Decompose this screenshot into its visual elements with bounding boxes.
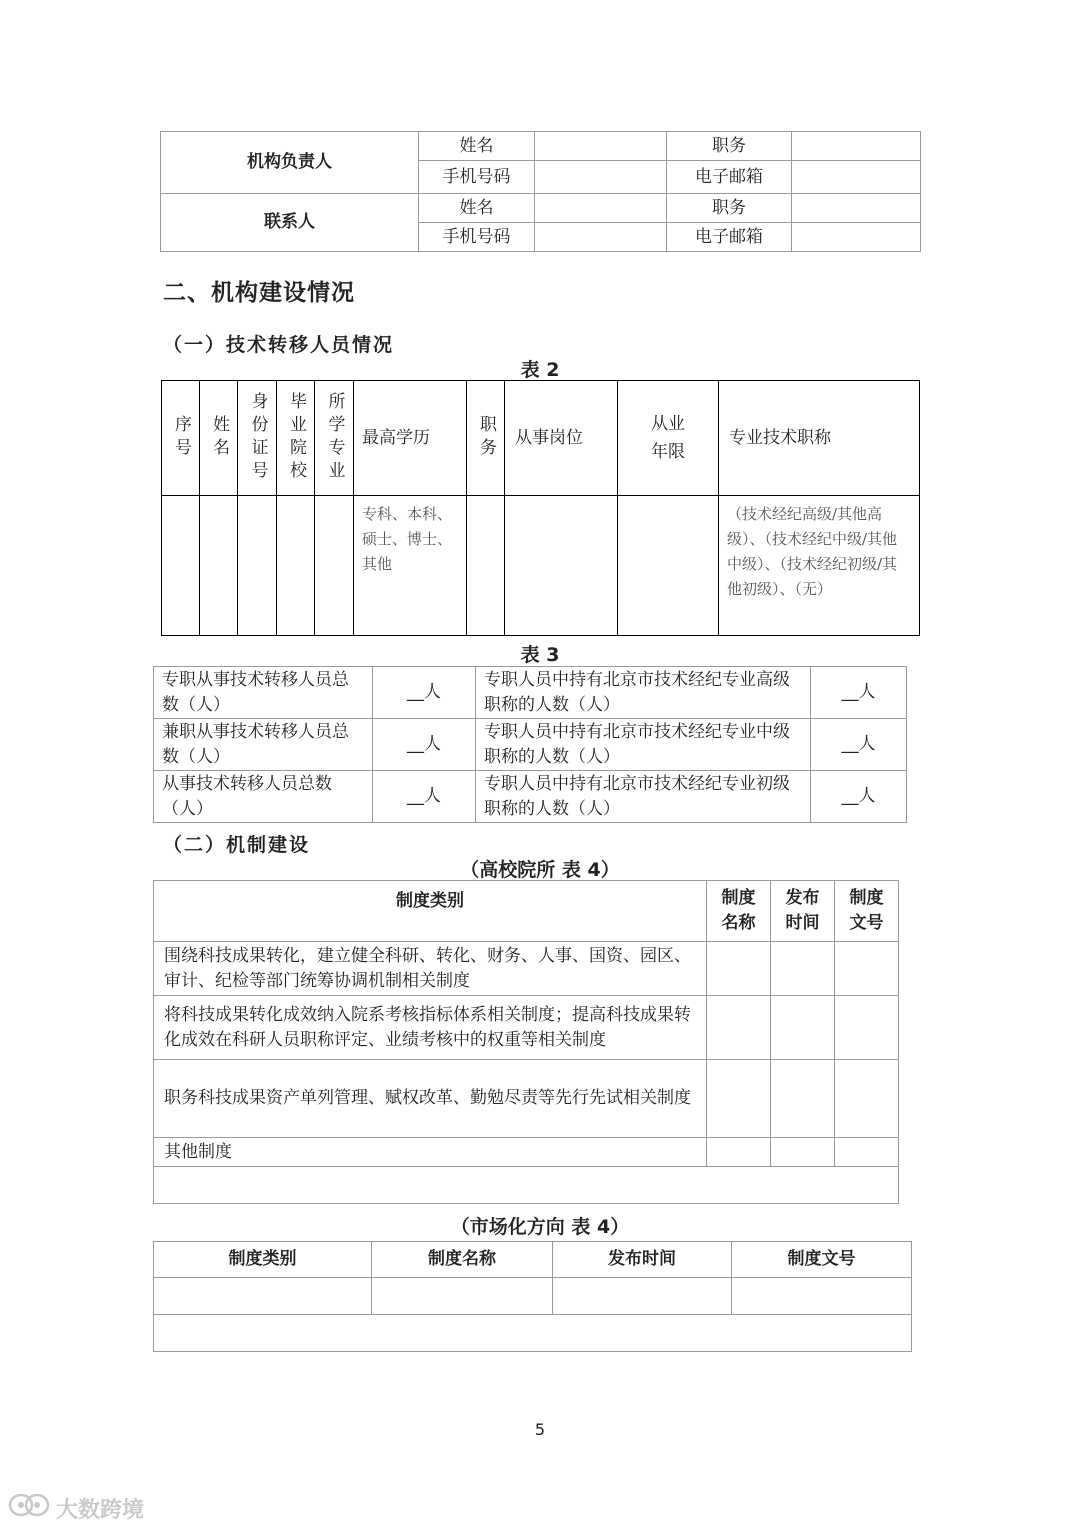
count-value[interactable]: __人 [811, 771, 907, 823]
header-cell: 制度名称 [372, 1242, 553, 1278]
field-label: 职务 [667, 132, 792, 161]
data-cell[interactable] [618, 496, 719, 636]
field-label: 职务 [667, 194, 792, 223]
contact-table [160, 131, 921, 252]
policy-category: 其他制度 [154, 1138, 707, 1167]
watermark-text: 大数跨境 [56, 1497, 145, 1523]
value-cell[interactable] [792, 132, 921, 161]
table-caption: 表 3 [520, 644, 560, 666]
value-cell[interactable] [535, 194, 667, 223]
count-value[interactable]: __人 [373, 719, 476, 771]
policy-category: 围绕科技成果转化，建立健全科研、转化、财务、人事、国资、园区、审计、纪检等部门统筹协调机制相关制度 [154, 942, 707, 996]
table-caption: （高校院所 表 4） [460, 859, 620, 881]
data-cell[interactable] [732, 1278, 912, 1315]
header-cell: 所学专业 [324, 392, 345, 484]
data-cell[interactable] [707, 942, 771, 996]
count-value[interactable]: __人 [373, 771, 476, 823]
header-cell: 制度文号 [732, 1242, 912, 1278]
value-cell[interactable] [535, 161, 667, 194]
header-cell: 序号 [171, 415, 191, 461]
data-cell[interactable] [505, 496, 618, 636]
count-label: 专职人员中持有北京市技术经纪专业初级职称的人数（人） [476, 771, 811, 823]
subsection-title: （一）技术转移人员情况 [163, 334, 395, 356]
university-policy-table [153, 880, 899, 1204]
data-cell[interactable] [154, 1278, 372, 1315]
header-cell: 职务 [476, 415, 496, 461]
table-caption: （市场化方向 表 4） [450, 1216, 630, 1238]
data-cell[interactable] [771, 1138, 835, 1167]
title-note: （技术经纪高级/其他高级）、（技术经纪中级/其他中级）、（技术经纪初级/其他初级）、（无） [719, 496, 920, 636]
header-cell: 制度类别 [154, 1242, 372, 1278]
page-number: 5 [534, 1420, 546, 1439]
policy-category: 将科技成果转化成效纳入院系考核指标体系相关制度；提高科技成果转化成效在科研人员职称评定、业绩考核中的权重等相关制度 [154, 996, 707, 1060]
count-value[interactable]: __人 [373, 667, 476, 719]
table-caption: 表 2 [520, 359, 560, 381]
value-cell[interactable] [792, 194, 921, 223]
data-cell[interactable] [835, 1138, 899, 1167]
data-cell[interactable] [277, 496, 315, 636]
data-cell[interactable] [707, 1060, 771, 1138]
subsection-title: （二）机制建设 [163, 834, 311, 856]
data-cell[interactable] [154, 1167, 899, 1204]
data-cell[interactable] [771, 942, 835, 996]
data-cell[interactable] [315, 496, 354, 636]
data-cell[interactable] [771, 1060, 835, 1138]
data-cell[interactable] [553, 1278, 732, 1315]
field-label: 手机号码 [419, 161, 535, 194]
count-label: 专职人员中持有北京市技术经纪专业中级职称的人数（人） [476, 719, 811, 771]
count-label: 专职人员中持有北京市技术经纪专业高级职称的人数（人） [476, 667, 811, 719]
field-label: 姓名 [419, 194, 535, 223]
data-cell[interactable] [835, 942, 899, 996]
header-cell: 从事岗位 [505, 381, 618, 496]
data-cell[interactable] [200, 496, 238, 636]
row-label: 机构负责人 [161, 132, 419, 194]
data-cell[interactable] [467, 496, 505, 636]
data-cell[interactable] [835, 996, 899, 1060]
value-cell[interactable] [792, 161, 921, 194]
count-label: 兼职从事技术转移人员总数（人） [154, 719, 373, 771]
row-label: 联系人 [161, 194, 419, 252]
header-cell: 制度文号 [835, 881, 899, 942]
field-label: 手机号码 [419, 223, 535, 252]
data-cell[interactable] [771, 996, 835, 1060]
count-value[interactable]: __人 [811, 667, 907, 719]
data-cell[interactable] [154, 1315, 912, 1352]
header-cell: 从业年限 [651, 414, 685, 462]
watermark-logo-icon [8, 1492, 50, 1524]
education-note: 专科、本科、硕士、博士、其他 [354, 496, 467, 636]
field-label: 电子邮箱 [667, 223, 792, 252]
header-cell: 姓名 [209, 415, 229, 461]
field-label: 电子邮箱 [667, 161, 792, 194]
value-cell[interactable] [535, 132, 667, 161]
data-cell[interactable] [835, 1060, 899, 1138]
policy-category: 职务科技成果资产单列管理、赋权改革、勤勉尽责等先行先试相关制度 [154, 1060, 707, 1138]
header-cell: 制度类别 [154, 881, 707, 942]
count-label: 从事技术转移人员总数（人） [154, 771, 373, 823]
count-label: 专职从事技术转移人员总数（人） [154, 667, 373, 719]
count-value[interactable]: __人 [811, 719, 907, 771]
header-cell: 专业技术职称 [719, 381, 920, 496]
value-cell[interactable] [792, 223, 921, 252]
data-cell[interactable] [707, 996, 771, 1060]
staff-table [161, 380, 920, 636]
header-cell: 发布时间 [771, 881, 835, 942]
data-cell[interactable] [238, 496, 277, 636]
data-cell[interactable] [372, 1278, 553, 1315]
field-label: 姓名 [419, 132, 535, 161]
header-cell: 制度名称 [707, 881, 771, 942]
header-cell: 身份证号 [247, 392, 268, 484]
staff-count-table [153, 666, 907, 823]
data-cell[interactable] [707, 1138, 771, 1167]
section-title: 二、机构建设情况 [163, 280, 355, 306]
value-cell[interactable] [535, 223, 667, 252]
data-cell[interactable] [162, 496, 200, 636]
watermark [8, 1492, 144, 1524]
header-cell: 最高学历 [354, 381, 467, 496]
market-policy-table [153, 1241, 912, 1352]
header-cell: 毕业院校 [286, 392, 306, 484]
header-cell: 发布时间 [553, 1242, 732, 1278]
